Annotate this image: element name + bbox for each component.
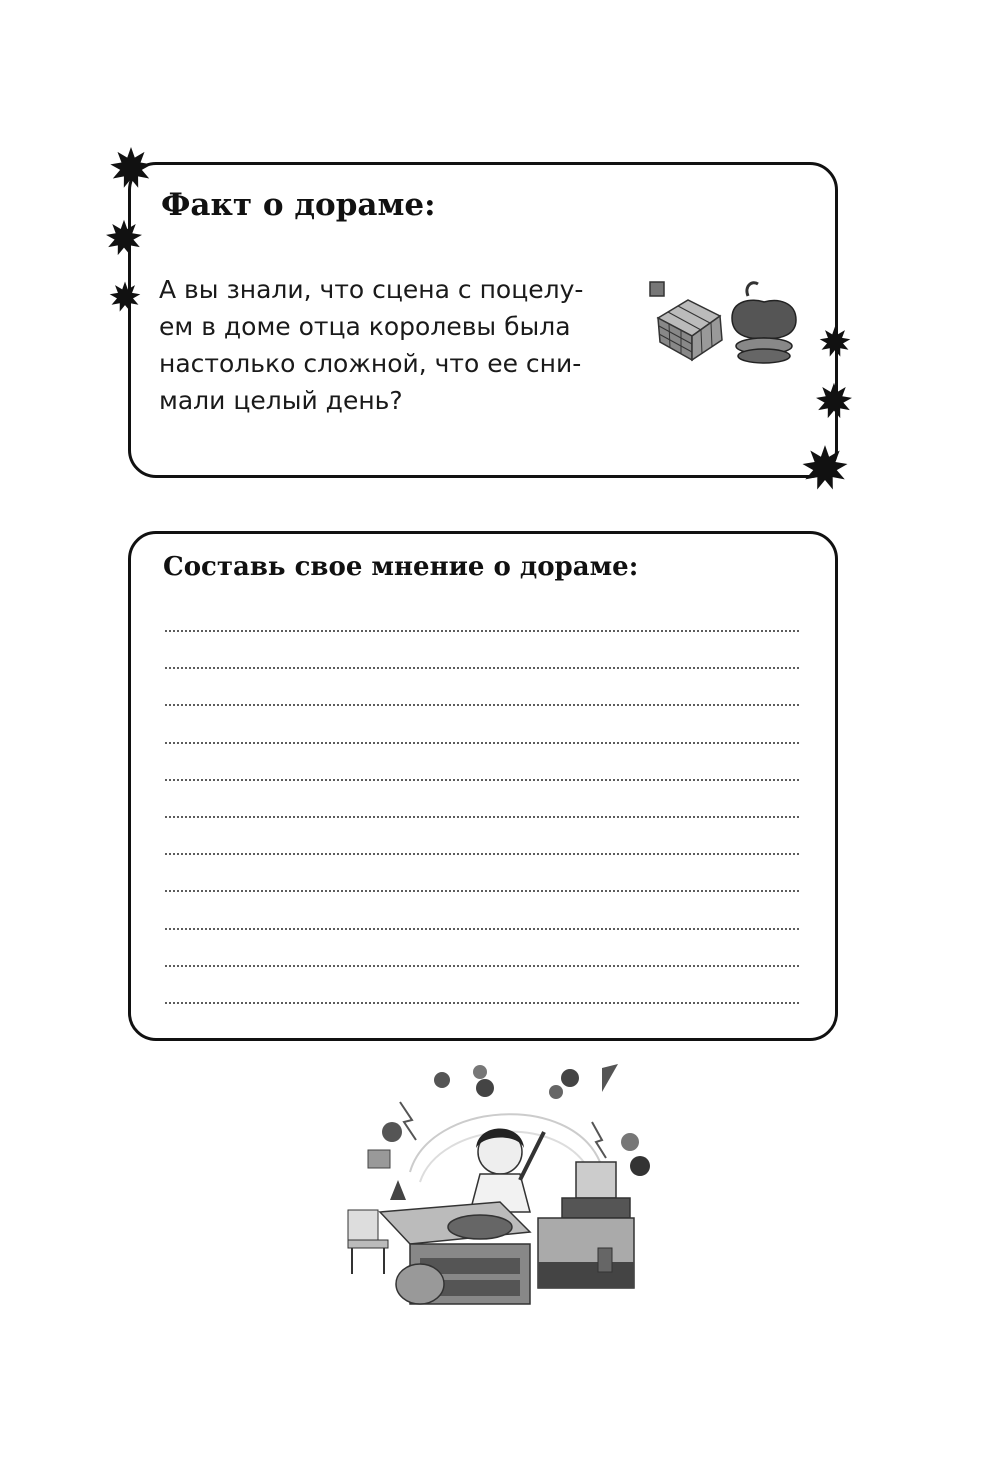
fact-line: настолько сложной, что ее сни- bbox=[159, 349, 582, 378]
writing-line[interactable] bbox=[164, 742, 801, 744]
writing-line[interactable] bbox=[164, 630, 801, 632]
star-icon bbox=[818, 325, 852, 359]
star-icon bbox=[104, 218, 144, 258]
star-icon bbox=[800, 443, 850, 493]
star-icon bbox=[814, 381, 854, 421]
writing-line[interactable] bbox=[164, 890, 801, 892]
fact-icons bbox=[648, 278, 808, 368]
writing-line[interactable] bbox=[164, 704, 801, 706]
writing-line[interactable] bbox=[164, 667, 801, 669]
star-icon bbox=[108, 145, 154, 191]
fact-line: А вы знали, что сцена с поцелу- bbox=[159, 275, 584, 304]
writing-line[interactable] bbox=[164, 928, 801, 930]
pepper-icon bbox=[732, 283, 796, 363]
fact-text bbox=[159, 271, 621, 419]
fact-title: Факт о дораме: bbox=[161, 187, 436, 223]
writing-line[interactable] bbox=[164, 779, 801, 781]
fact-line: ем в доме отца королевы была bbox=[159, 312, 571, 341]
fact-line: мали целый день? bbox=[159, 386, 403, 415]
star-icon bbox=[108, 280, 142, 314]
writing-line[interactable] bbox=[164, 965, 801, 967]
writing-line[interactable] bbox=[164, 1002, 801, 1004]
opinion-title: Составь свое мнение о дораме: bbox=[163, 552, 639, 582]
writing-line[interactable] bbox=[164, 816, 801, 818]
writing-line[interactable] bbox=[164, 853, 801, 855]
cooking-girl-illustration bbox=[340, 1062, 660, 1312]
rubiks-cube-icon bbox=[650, 282, 722, 360]
opinion-box bbox=[128, 531, 838, 1041]
